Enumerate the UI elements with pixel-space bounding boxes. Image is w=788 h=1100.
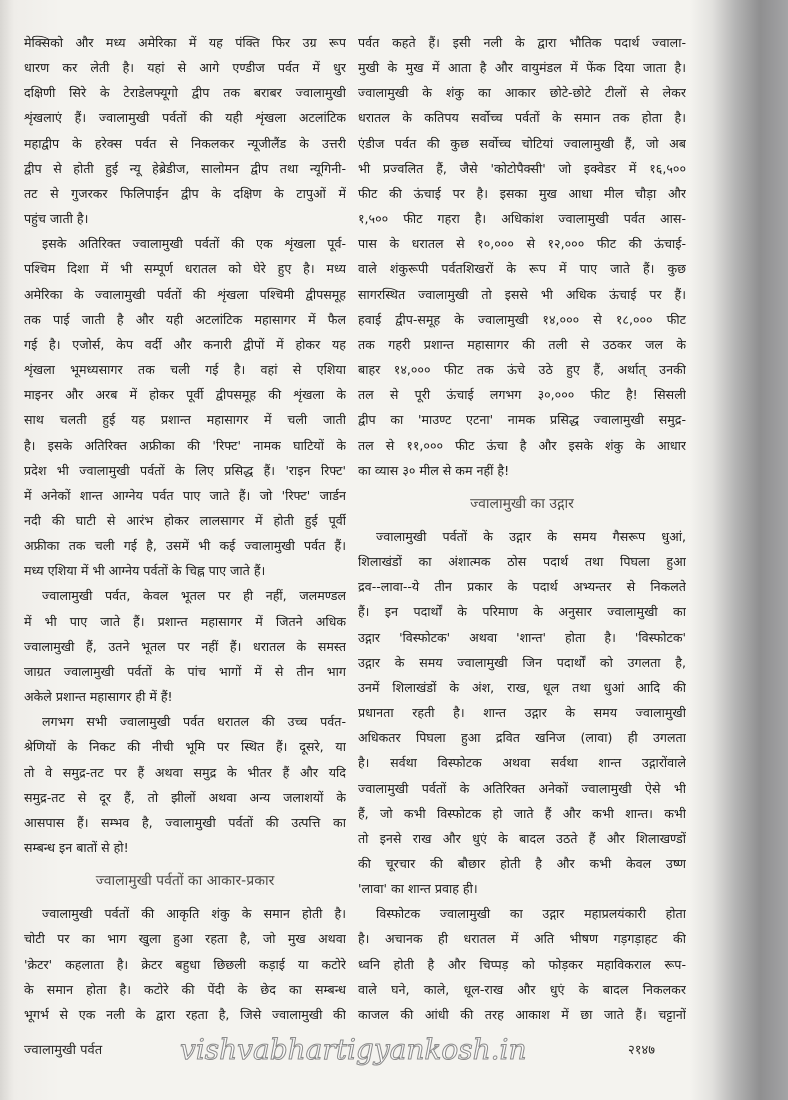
paragraph-line: तल से ११,००० फीट ऊंचा है और इसके शंकु के आधार — [358, 437, 686, 453]
paragraph-line: भूगर्भ से एक नली के द्वारा रहता है, जिसे ज्वालामुखी की — [24, 1006, 346, 1022]
paragraph-line: हैं, जो कभी विस्फोटक हो जाते हैं और कभी शान्त। कभी — [358, 805, 686, 821]
paragraph-line: अफ्रीका तक चली गई है, उसमें भी कई ज्वालामुखी पर्वत हैं। — [24, 538, 346, 554]
paragraph-line: पास के धरातल से १०,००० से १२,००० फीट की ऊंचाई- — [358, 236, 686, 252]
paragraph-line: माइनर और अरब में होकर पूर्वी द्वीपसमूह की शृंखला के — [24, 387, 346, 403]
paragraph-line: के समान होता है। कटोरे की पेंदी के छेद का सम्बन्ध — [24, 981, 346, 997]
paragraph-line: फीट की ऊंचाई पर है। इसका मुख आधा मील चौड़ा और — [358, 185, 686, 201]
paragraph-line: का व्यास ३० मील से कम नहीं है! — [358, 462, 510, 478]
paragraph-line: प्रधानता रहती है। शान्त उद्गार के समय ज्वालामुखी — [358, 705, 686, 721]
running-title: ज्वालामुखी पर्वत — [24, 1043, 103, 1058]
paragraph-line: धरातल के कतिपय सर्वोच्च पर्वतों के समान तक होता है। — [358, 110, 686, 126]
paragraph-line: प्रदेश भी ज्वालामुखी पर्वतों के लिए प्रसिद्ध हैं। 'राइन रिफ्ट' — [24, 462, 346, 478]
paragraph-line: गई है। एजोर्स, केप वर्दी और कनारी द्वीपों में होकर यह — [24, 336, 346, 352]
paragraph-line: तक गहरी प्रशान्त महासागर की तली से उठकर जल के — [358, 336, 686, 352]
paragraph-line: में भी पाए जाते हैं। प्रशान्त महासागर में जितने अधिक — [24, 613, 346, 629]
paragraph-line: अमेरिका के ज्वालामुखी पर्वतों की शृंखला पश्चिमी द्वीपसमूह — [24, 286, 346, 302]
paragraph-line: अधिकतर पिघला हुआ द्रवित खनिज (लावा) ही उगलता — [358, 730, 686, 746]
paragraph-line: अकेले प्रशान्त महासागर ही में हैं! — [24, 689, 173, 705]
paragraph-line: में अनेकों शान्त आग्नेय पर्वत पाए जाते हैं। जो 'रिफ्ट' जार्डन — [24, 487, 346, 503]
paragraph-line: ज्वालामुखी पर्वतों के उद्गार के समय गैसरूप धुआं, — [376, 528, 686, 544]
paragraph-line: इसके अतिरिक्त ज्वालामुखी पर्वतों की एक शृंखला पूर्व- — [42, 236, 346, 252]
paragraph-line: उद्गार 'विस्फोटक' अथवा 'शान्त' होता है। 'विस्फोटक' — [358, 629, 686, 645]
paragraph-line: उद्गार के समय ज्वालामुखी जिन पदार्थों को उगलता है, — [358, 654, 686, 670]
paragraph-line: जाग्रत ज्वालामुखी पर्वतों के पांच भागों में से तीन भाग — [24, 663, 346, 679]
paragraph-line: द्वीप से होती हुई न्यू हेब्रेडीज, सालोमन द्वीप तथा न्यूगिनी- — [24, 160, 346, 176]
paragraph-line: शृंखलाएं हैं। ज्वालामुखी पर्वतों की यही शृंखला अटलांटिक — [24, 110, 346, 126]
paragraph-line: द्रव--लावा--ये तीन प्रकार के पदार्थ अभ्यन्तर से निकलते — [358, 579, 686, 595]
paragraph-line: है। सर्वथा विस्फोटक अथवा सर्वथा शान्त उद्गारोंवाले — [358, 755, 686, 771]
paragraph-line: महाद्वीप के हरेक्स पर्वत से निकलकर न्यूजीलैंड के उत्तरी — [24, 135, 346, 151]
section-heading: ज्वालामुखी का उद्गार — [470, 495, 574, 512]
paragraph-line: पर्वत कहते हैं। इसी नली के द्वारा भौतिक पदार्थ ज्वाला- — [358, 35, 686, 50]
paragraph-line: हैं। इन पदार्थों के परिमाण के अनुसार ज्वालामुखी का — [358, 604, 686, 620]
right-column — [358, 34, 686, 1024]
paragraph-line: ज्वालामुखी हैं, उतने भूतल पर नहीं हैं। धरातल के समस्त — [24, 638, 346, 654]
paragraph-line: ज्वालामुखी पर्वतों की आकृति शंकु के समान होती है। — [42, 906, 346, 922]
paragraph-line: समुद्र-तट से दूर हैं, तो झीलों अथवा अन्य जलाशयों के — [24, 789, 346, 805]
paragraph-line: १,५०० फीट गहरा है। अधिकांश ज्वालामुखी पर्वत आस- — [358, 211, 686, 227]
paragraph-line: शिलाखंडों का अंशात्मक ठोस पदार्थ तथा पिघला हुआ — [358, 554, 686, 570]
paragraph-line: एंडीज पर्वत की कुछ सर्वोच्च चोटियां ज्वालामुखी हैं, जो अब — [358, 135, 686, 151]
paragraph-line: उनमें शिलाखंडों के अंश, राख, धूल तथा धुआं आदि की — [358, 679, 686, 695]
paragraph-line: नदी की घाटी से आरंभ होकर लालसागर में होती हुई पूर्वी — [24, 512, 346, 528]
paragraph-line: मुखी के मुख में आता है और वायुमंडल में फेंक दिया जाता है। — [358, 60, 686, 76]
paragraph-line: विस्फोटक ज्वालामुखी का उद्गार महाप्रलयंकारी होता — [376, 906, 686, 922]
paragraph-line: ज्वालामुखी के शंकु का आकार छोटे-छोटे टीलों से लेकर — [358, 85, 686, 101]
paragraph-line: ज्वालामुखी पर्वतों के अतिरिक्त अनेकों ज्वालामुखी ऐसे भी — [358, 780, 686, 796]
paragraph-line: बाहर १४,००० फीट तक ऊंचे उठे हुए हैं, अर्थात् उनकी — [358, 362, 686, 378]
paragraph-line: ज्वालामुखी पर्वत, केवल भूतल पर ही नहीं, जलमण्डल — [42, 588, 346, 604]
paragraph-line: की चूरचार की बौछार होती है और कभी केवल उष्ण — [358, 856, 686, 871]
paragraph-line: श्रेणियों के निकट की नीची भूमि पर स्थित हैं। दूसरे, या — [24, 739, 346, 755]
paragraph-line: धारण कर लेती है। यहां से आगे एण्डीज पर्वत में धुर — [24, 60, 346, 76]
paragraph-line: है। इसके अतिरिक्त अफ्रीका की 'रिफ्ट' नामक घाटियों के — [24, 437, 346, 453]
paragraph-line: सागरस्थित ज्वालामुखी तो इससे भी अधिक ऊंचाई पर हैं। — [358, 286, 686, 302]
left-column — [24, 34, 346, 1024]
paragraph-line: पहुंच जाती है। — [24, 211, 89, 227]
paragraph-line: शृंखला भूमध्यसागर तक चली गई है। वहां से एशिया — [24, 362, 346, 378]
paragraph-line: लगभग सभी ज्वालामुखी पर्वत धरातल की उच्च पर्वत- — [42, 714, 346, 730]
paragraph-line: है। अचानक ही धरातल में अति भीषण गड़गड़ाहट की — [358, 931, 686, 947]
paragraph-line: मध्य एशिया में भी आग्नेय पर्वतों के चिह्न पाए जाते हैं। — [24, 563, 266, 579]
paragraph-line: 'लावा' का शान्त प्रवाह ही। — [358, 881, 478, 897]
paragraph-line: पश्चिम दिशा में भी सम्पूर्ण धरातल को घेरे हुए है। मध्य — [24, 261, 346, 277]
paragraph-line: हवाई द्वीप-समूह के ज्वालामुखी १४,००० से १८,००० फीट — [358, 311, 686, 327]
paragraph-line: तक पाई जाती है और यही अटलांटिक महासागर में फैल — [24, 311, 346, 327]
paragraph-line: साथ चलती हुई यह प्रशान्त महासागर में चली जाती — [24, 412, 346, 428]
paragraph-line: 'क्रेटर' कहलाता है। क्रेटर बहुधा छिछली कड़ाई या कटोरे — [24, 956, 346, 972]
paragraph-line: तट से गुजरकर फिलिपाईन द्वीप के दक्षिण के टापुओं में — [24, 185, 346, 201]
paragraph-line: सम्बन्ध इन बातों से हो! — [24, 840, 129, 855]
paragraph-line: तल से पूरी ऊंचाई लगभग ३०,००० फीट है! सिसली — [358, 387, 686, 403]
page-number: २१४७ — [628, 1043, 656, 1058]
paragraph-line: तो वे समुद्र-तट पर हैं अथवा समुद्र के भीतर हैं और यदि — [24, 764, 346, 780]
paragraph-line: ध्वनि होती है और चिप्पड़ को फोड़कर महाविकराल रूप- — [358, 956, 686, 972]
paragraph-line: काजल की आंधी की तरह आकाश में छा जाते हैं। चट्टानों — [358, 1006, 686, 1022]
paragraph-line: आसपास हैं। सम्भव है, ज्वालामुखी पर्वतों की उत्पत्ति का — [24, 814, 346, 830]
paragraph-line: वाले घने, काले, धूल-राख और धुएं के बादल निकलकर — [358, 981, 686, 997]
paragraph-line: तो इनसे राख और धुएं के बादल उठते हैं और शिलाखण्डों — [358, 830, 686, 846]
paragraph-line: मेक्सिको और मध्य अमेरिका में यह पंक्ति फिर उग्र रूप — [24, 35, 346, 50]
section-heading: ज्वालामुखी पर्वतों का आकार-प्रकार — [95, 873, 275, 890]
paragraph-line: चोटी पर का भाग खुला हुआ रहता है, जो मुख अथवा — [24, 931, 346, 947]
paragraph-line: द्वीप का 'माउण्ट एटना' नामक प्रसिद्ध ज्वालामुखी समुद्र- — [358, 412, 686, 428]
paragraph-line: वाले शंकुरूपी पर्वतशिखरों के रूप में पाए जाते हैं। कुछ — [358, 261, 686, 277]
watermark: vishvabhartigyankosh.in — [180, 1034, 527, 1066]
paragraph-line: भी प्रज्वलित हैं, जैसे 'कोटोपैक्सी' जो इक्वेडर में १६,५०० — [358, 160, 686, 176]
paragraph-line: दक्षिणी सिरे के टेराडेलफ्यूगो द्वीप तक बराबर ज्वालामुखी — [24, 85, 346, 101]
